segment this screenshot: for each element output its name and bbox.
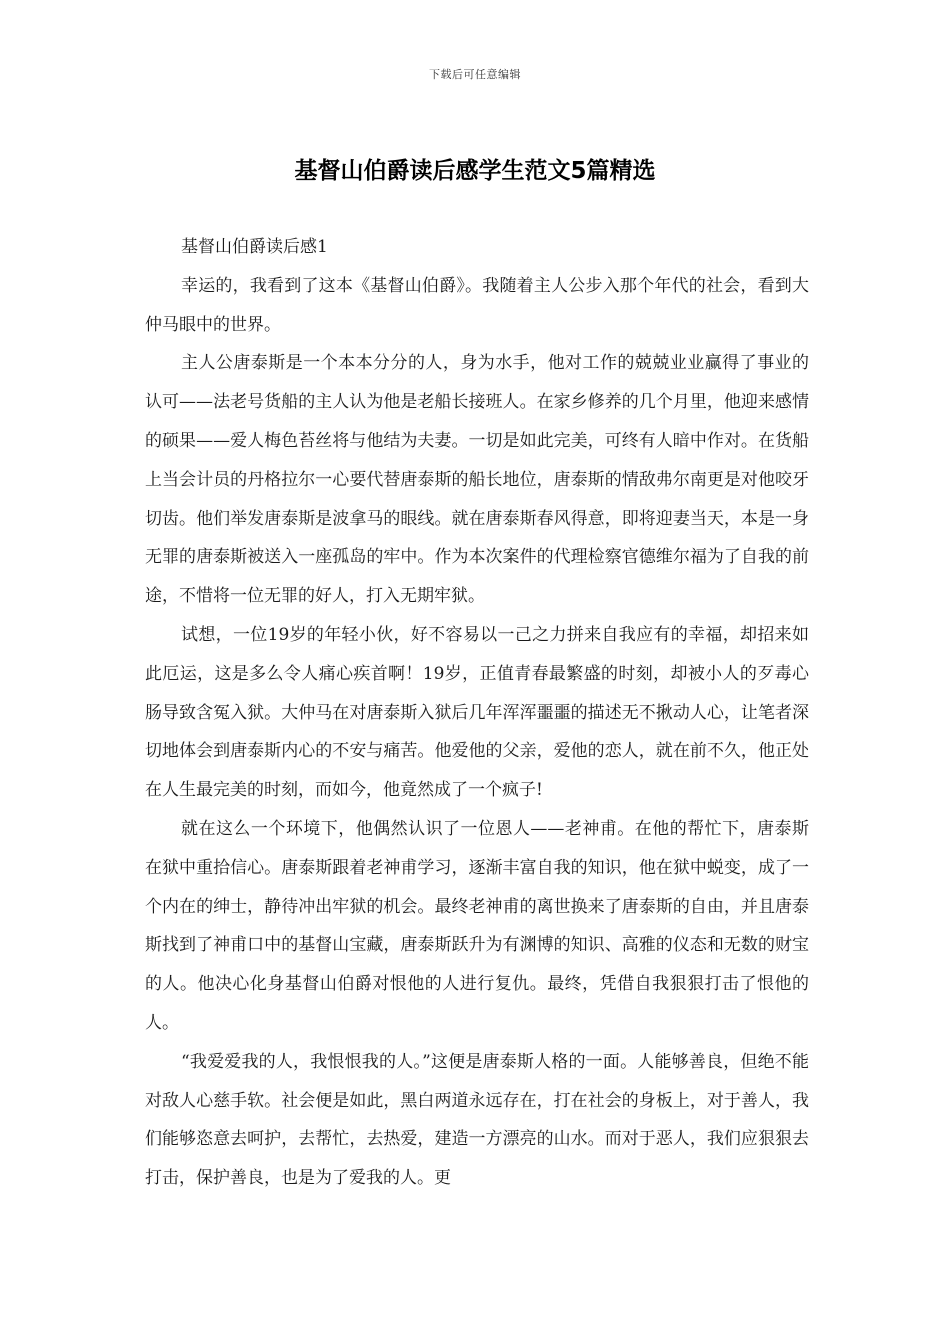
section-heading: 基督山伯爵读后感1	[181, 237, 328, 257]
paragraph: “我爱爱我的人，我恨恨我的人。”这便是唐泰斯人格的一面。人能够善良，但绝不能对敌人心慈手软。社会便是如此，黑白两道永远存在，打在社会的身板上，对于善人，我们能够恣意去呵护，去帮忙，去热爱，建造一方漂亮的山水。而对于恶人，我们应狠狠去打击，保护善良，也是为了爱我的人。更	[145, 1051, 809, 1189]
header-note: 下载后可任意编辑	[429, 68, 521, 81]
paragraph: 幸运的，我看到了这本《基督山伯爵》。我随着主人公步入那个年代的社会，看到大仲马眼中的世界。	[145, 275, 809, 335]
document-title: 基督山伯爵读后感学生范文5篇精选	[294, 158, 656, 184]
paragraph: 就在这么一个环境下，他偶然认识了一位恩人——老神甫。在他的帮忙下，唐泰斯在狱中重拾信心。唐泰斯跟着老神甫学习，逐渐丰富自我的知识，他在狱中蜕变，成了一个内在的绅士，静待冲出牢狱的机会。最终老神甫的离世换来了唐泰斯的自由，并且唐泰斯找到了神甫口中的基督山宝藏，唐泰斯跃升为有渊博的知识、高雅的仪态和无数的财宝的人。他决心化身基督山伯爵对恨他的人进行复仇。最终，凭借自我狠狠打击了恨他的人。	[145, 818, 809, 1033]
paragraph: 试想，一位19岁的年轻小伙，好不容易以一己之力拼来自我应有的幸福，却招来如此厄运，这是多么令人痛心疾首啊！19岁，正值青春最繁盛的时刻，却被小人的歹毒心肠导致含冤入狱。大仲马在对唐泰斯入狱后几年浑浑噩噩的描述无不揪动人心，让笔者深切地体会到唐泰斯内心的不安与痛苦。他爱他的父亲，爱他的恋人，就在前不久，他正处在人生最完美的时刻，而如今，他竟然成了一个疯子!	[145, 624, 809, 801]
document-body	[145, 228, 809, 1198]
paragraph: 主人公唐泰斯是一个本本分分的人，身为水手，他对工作的兢兢业业赢得了事业的认可——法老号货船的主人认为他是老船长接班人。在家乡修养的几个月里，他迎来感情的硕果——爱人梅色苔丝将与他结为夫妻。一切是如此完美，可终有人暗中作对。在货船上当会计员的丹格拉尔一心要代替唐泰斯的船长地位，唐泰斯的情敌弗尔南更是对他咬牙切齿。他们举发唐泰斯是波拿马的眼线。就在唐泰斯春风得意，即将迎妻当天，本是一身无罪的唐泰斯被送入一座孤岛的牢中。作为本次案件的代理检察官德维尔福为了自我的前途，不惜将一位无罪的好人，打入无期牢狱。	[145, 353, 809, 607]
